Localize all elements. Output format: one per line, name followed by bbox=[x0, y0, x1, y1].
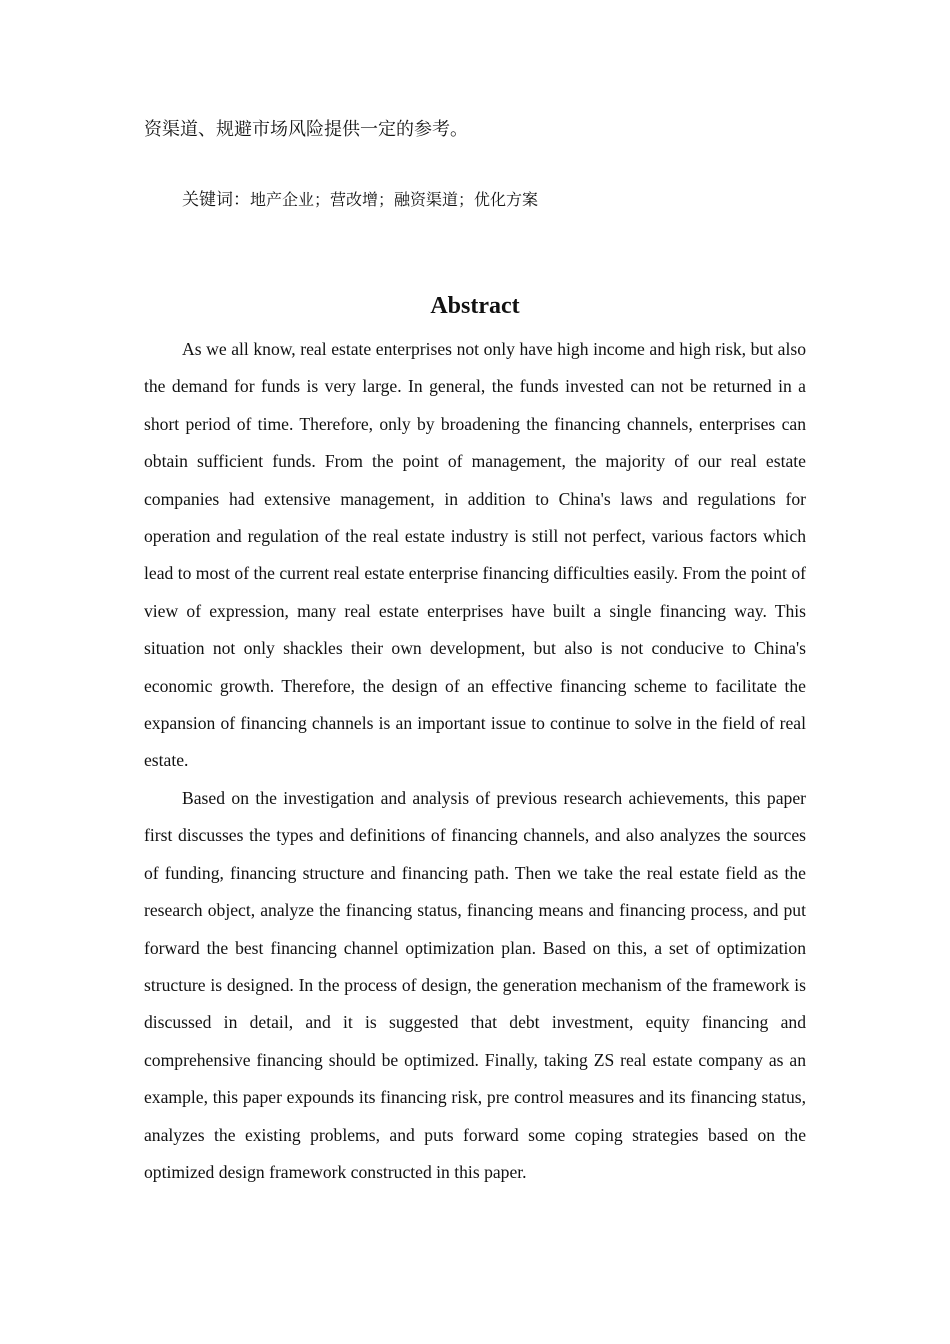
abstract-paragraph: As we all know, real estate enterprises not only have high income and high risk, but also the demand for funds is very large. In general, the funds invested can not be returned in a short period of time. Therefore, only by broadening the financing channels, enterprises can obtain sufficient funds. From the point of management, the majority of our real estate companies had extensive management, in addition to China's laws and regulations for operation and regulation of the real estate industry is still not perfect, various factors which lead to most of the current real estate enterprise financing difficulties easily. From the point of view of expression, many real estate enterprises have built a single financing way. This situation not only shackles their own development, but also is not conducive to China's economic growth. Therefore, the design of an effective financing scheme to facilitate the expansion of financing channels is an important issue to continue to solve in the field of real estate. bbox=[144, 339, 806, 771]
abstract-title: Abstract bbox=[430, 293, 520, 319]
chinese-abstract-continuation: 资渠道、规避市场风险提供一定的参考。 bbox=[144, 119, 468, 139]
abstract-body bbox=[144, 331, 806, 1191]
keywords-value: 地产企业；营改增；融资渠道；优化方案 bbox=[250, 192, 539, 209]
keywords-label: 关键词： bbox=[182, 190, 250, 210]
keywords-line bbox=[182, 186, 538, 215]
abstract-paragraph: Based on the investigation and analysis of previous research achievements, this paper first discusses the types and definitions of financing channels, and also analyzes the sources of funding, financing structure and financing path. Then we take the real estate field as the research object, analyze the financing status, financing means and financing process, and put forward the best financing channel optimization plan. Based on this, a set of optimization structure is designed. In the process of design, the generation mechanism of the framework is discussed in detail, and it is suggested that debt investment, equity financing and comprehensive financing should be optimized. Finally, taking ZS real estate company as an example, this paper expounds its financing risk, pre control measures and its financing status, analyzes the existing problems, and puts forward some coping strategies based on the optimized design framework constructed in this paper. bbox=[144, 787, 806, 1182]
